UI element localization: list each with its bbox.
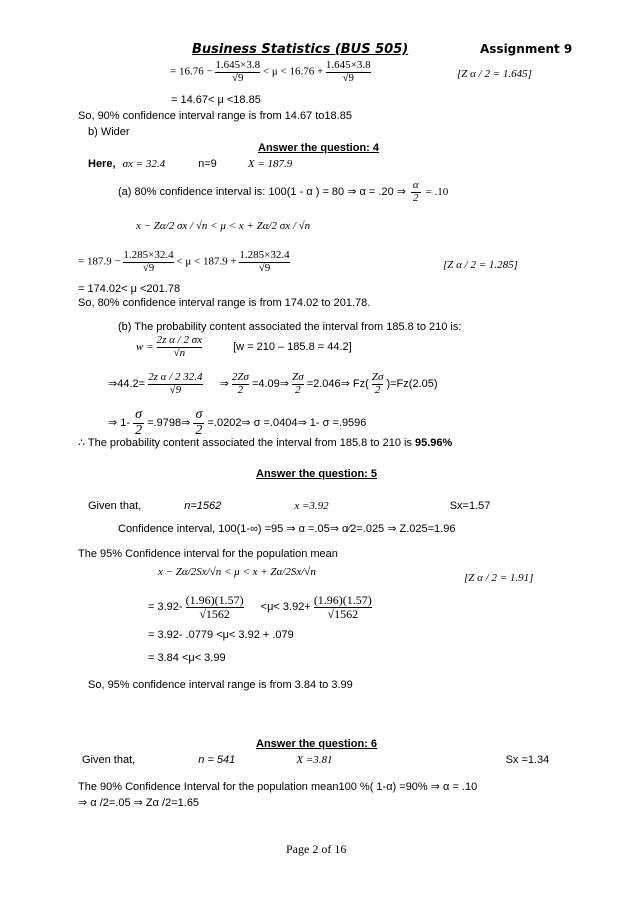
- q4-given: Here, σx = 32.4 n=9 X = 187.9: [88, 158, 293, 170]
- q3-part-b: b) Wider: [88, 126, 130, 138]
- q6-line1: The 90% Confidence Interval for the population mean100 %( 1-α) =90% ⇒ α = .10: [78, 781, 478, 793]
- q3-conclusion: So, 90% confidence interval range is from 14.67 to18.85: [78, 110, 352, 122]
- q6-line2: ⇒ α /2=.05 ⇒ Zα /2=1.65: [78, 797, 200, 809]
- course-title: Business Statistics (BUS 505): [192, 42, 409, 57]
- q5-given: Given that, n=1562 x =3.92 Sx=1.57: [88, 500, 491, 512]
- q4-step1: ⇒44.2= $\frac{\text{2z α / 2 32.4}}{√9}$ ⇒ $\frac{2Z\sigma}{2}$ =4.09⇒ $\frac{Z\sigma}{2}$ =2.046⇒ Fz( $\frac{Z\sigma}{2}$ )=Fz(2.05): [108, 371, 438, 396]
- q4-eq1-note: [Z α / 2 = 1.285]: [443, 259, 518, 271]
- q4-step2: ⇒ 1- $\frac{\sigma}{2}$ =.9798⇒ $\frac{\sigma}{2}$ =.0202⇒ σ =.0404⇒ 1- σ =.9596: [108, 407, 367, 438]
- q5-formula: x − Zα/2Sx/√n < μ < x + Zα/2Sx/√n: [158, 566, 316, 578]
- q4-eq1: = 187.9 − $\frac{1.285\times 32.4}{√9}$ < μ < 187.9 + $\frac{1.285\times 32.4}{√9}$: [78, 249, 290, 274]
- q3-eq1-note: [Z α / 2 = 1.645]: [457, 68, 532, 80]
- q4-part-a: (a) 80% confidence interval is: 100(1 - α ) = 80 ⇒ α = .20 ⇒ $\frac{\alpha}{2}$ = .10: [118, 179, 449, 204]
- q6-heading: Answer the question: 6: [256, 738, 378, 750]
- q4-w-formula: w = $\frac{\text{2z α / 2 σx}}{√n}$ [w = 210 – 185.8 = 44.2]: [136, 334, 352, 359]
- q5-ci-line: Confidence interval, 100(1-∞) =95 ⇒ α =.05⇒ α⁄2=.025 ⇒ Z.025=1.96: [118, 523, 456, 535]
- q4-eq2: = 174.02< μ <201.78: [78, 283, 181, 295]
- assignment-label: Assignment 9: [480, 42, 573, 56]
- q4-therefore: ∴ The probability content associated the interval from 185.8 to 210 is 95.96%: [78, 437, 453, 449]
- q5-eq3: = 3.84 <μ< 3.99: [148, 652, 226, 664]
- q4-part-b: (b) The probability content associated the interval from 185.8 to 210 is:: [118, 321, 462, 333]
- q3-eq1: = 16.76 − $\frac{1.645\times 3.8}{√9}$ < μ < 16.76 + $\frac{1.645\times 3.8}{√9}$: [170, 59, 371, 84]
- q4-formula: x − Zα/2 σx / √n < μ < x + Zα/2 σx / √n: [136, 220, 311, 232]
- q4-conclusion-a: So, 80% confidence interval range is from 174.02 to 201.78.: [78, 297, 371, 309]
- q6-given: Given that, n = 541 X =3.81 Sx =1.34: [82, 754, 550, 766]
- q5-conclusion: So, 95% confidence interval range is from 3.84 to 3.99: [88, 679, 353, 691]
- q5-eq1: = 3.92- $\frac{(1.96)(1.57)}{√1562}$ <μ< 3.92+ $\frac{(1.96)(1.57)}{√1562}$: [148, 593, 372, 621]
- q3-eq2: = 14.67< μ <18.85: [171, 94, 261, 106]
- q5-eq2: = 3.92- .0779 <μ< 3.92 + .079: [148, 629, 294, 641]
- q4-heading: Answer the question: 4: [258, 142, 380, 154]
- q5-intro: The 95% Confidence interval for the population mean: [78, 548, 338, 560]
- q5-formula-note: [Z α / 2 = 1.91]: [464, 572, 534, 584]
- page-number: Page 2 of 16: [286, 842, 347, 856]
- q5-heading: Answer the question: 5: [256, 468, 378, 480]
